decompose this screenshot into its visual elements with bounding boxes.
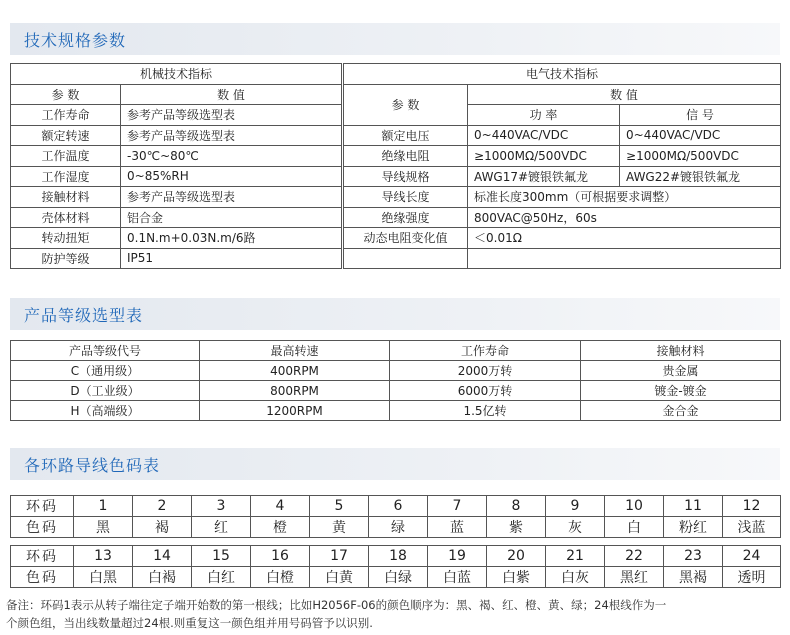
color-label: 色码 <box>11 567 74 588</box>
signal-header: 信 号 <box>620 105 781 126</box>
wire-color: 白橙 <box>251 567 310 588</box>
ring-number: 20 <box>487 546 546 567</box>
ring-number: 3 <box>192 496 251 517</box>
table-row <box>11 166 781 187</box>
mech-label: 防护等级 <box>11 248 121 269</box>
wire-color: 粉红 <box>664 517 723 538</box>
wire-color: 灰 <box>546 517 605 538</box>
mech-value: 参考产品等级选型表 <box>121 105 343 126</box>
elec-signal-value: ≥1000MΩ/500VDC <box>620 146 781 167</box>
ring-number: 23 <box>664 546 723 567</box>
elec-label: 绝缘强度 <box>343 207 468 228</box>
wire-color: 白 <box>605 517 664 538</box>
elec-label: 导线规格 <box>343 166 468 187</box>
mech-label: 转动扭矩 <box>11 228 121 249</box>
grade-header: 最高转速 <box>200 341 390 361</box>
elec-power-value: AWG17#镀银铁氟龙 <box>468 166 620 187</box>
wire-color: 黑红 <box>605 567 664 588</box>
wire-color: 黄 <box>310 517 369 538</box>
elec-value: 标准长度300mm（可根据要求调整） <box>468 187 781 208</box>
grade-cell: 镀金-镀金 <box>581 381 781 401</box>
wire-color: 透明 <box>723 567 781 588</box>
table-row <box>11 207 781 228</box>
table-row <box>11 361 781 381</box>
color-section-header <box>10 448 780 480</box>
elec-value-header: 数 值 <box>468 84 781 105</box>
grade-cell: C（通用级） <box>11 361 200 381</box>
wire-color: 白灰 <box>546 567 605 588</box>
ring-number: 2 <box>133 496 192 517</box>
elec-param-header: 参 数 <box>343 84 468 125</box>
ring-number: 11 <box>664 496 723 517</box>
elec-signal-value: 0~440VAC/VDC <box>620 125 781 146</box>
table-row <box>11 401 781 421</box>
elec-signal-value: AWG22#镀银铁氟龙 <box>620 166 781 187</box>
ring-number: 17 <box>310 546 369 567</box>
power-header: 功 率 <box>468 105 620 126</box>
grade-header: 产品等级代号 <box>11 341 200 361</box>
mech-value: 参考产品等级选型表 <box>121 187 343 208</box>
grade-cell: 400RPM <box>200 361 390 381</box>
spec-section-header <box>10 23 780 55</box>
mech-value: 0~85%RH <box>121 166 343 187</box>
table-row <box>11 228 781 249</box>
grade-section-header <box>10 298 780 330</box>
elec-label: 额定电压 <box>343 125 468 146</box>
wire-color: 白红 <box>192 567 251 588</box>
grade-header: 工作寿命 <box>390 341 581 361</box>
table-row <box>11 496 781 517</box>
wire-color: 白褐 <box>133 567 192 588</box>
wire-color: 黑褐 <box>664 567 723 588</box>
ring-number: 9 <box>546 496 605 517</box>
elec-label: 动态电阻变化值 <box>343 228 468 249</box>
grade-cell: D（工业级） <box>11 381 200 401</box>
wire-color: 白紫 <box>487 567 546 588</box>
table-row <box>11 341 781 361</box>
table-row <box>11 187 781 208</box>
wire-color: 蓝 <box>428 517 487 538</box>
wire-color: 白蓝 <box>428 567 487 588</box>
footnote-line: 备注：环码1表示从转子端往定子端开始数的第一根线；比如H2056F-06的颜色顺序为：黑、褐、红、橙、黄、绿；24根线作为一 <box>6 598 667 612</box>
table-row <box>11 546 781 567</box>
elec-label: 导线长度 <box>343 187 468 208</box>
ring-number: 4 <box>251 496 310 517</box>
elec-value: 800VAC@50Hz，60s <box>468 207 781 228</box>
table-row <box>11 146 781 167</box>
grade-section-title: 产品等级选型表 <box>24 306 144 325</box>
table-row <box>11 125 781 146</box>
wire-color: 白黄 <box>310 567 369 588</box>
color-section-title: 各环路导线色码表 <box>24 456 161 475</box>
table-row <box>11 84 781 105</box>
elec-power-value: ≥1000MΩ/500VDC <box>468 146 620 167</box>
grade-cell: 1200RPM <box>200 401 390 421</box>
mech-label: 接触材料 <box>11 187 121 208</box>
ring-number: 13 <box>74 546 133 567</box>
mech-value: 参考产品等级选型表 <box>121 125 343 146</box>
wire-color: 浅蓝 <box>723 517 781 538</box>
mech-value: -30℃~80℃ <box>121 146 343 167</box>
elec-label: 绝缘电阻 <box>343 146 468 167</box>
grade-cell: 1.5亿转 <box>390 401 581 421</box>
empty-cell <box>468 248 781 269</box>
table-row <box>11 64 781 85</box>
elec-power-value: 0~440VAC/VDC <box>468 125 620 146</box>
wire-color: 橙 <box>251 517 310 538</box>
table-row <box>11 517 781 538</box>
elec-value: ＜0.01Ω <box>468 228 781 249</box>
grade-cell: 2000万转 <box>390 361 581 381</box>
ring-number: 12 <box>723 496 781 517</box>
elec-title: 电气技术指标 <box>343 64 781 85</box>
wire-color: 绿 <box>369 517 428 538</box>
wire-color: 白黑 <box>74 567 133 588</box>
ring-number: 5 <box>310 496 369 517</box>
ring-number: 15 <box>192 546 251 567</box>
grade-cell: 6000万转 <box>390 381 581 401</box>
ring-number: 18 <box>369 546 428 567</box>
mech-value: 铝合金 <box>121 207 343 228</box>
ring-number: 8 <box>487 496 546 517</box>
ring-number: 22 <box>605 546 664 567</box>
grade-cell: H（高端级） <box>11 401 200 421</box>
ring-number: 14 <box>133 546 192 567</box>
table-row <box>11 381 781 401</box>
mech-value: IP51 <box>121 248 343 269</box>
footnote-line: 个颜色组，当出线数量超过24根.则重复这一颜色组并用号码管予以识别. <box>6 616 373 630</box>
grade-table <box>10 340 781 421</box>
wire-color: 褐 <box>133 517 192 538</box>
ring-number: 16 <box>251 546 310 567</box>
color-label: 色码 <box>11 517 74 538</box>
ring-number: 24 <box>723 546 781 567</box>
empty-cell <box>343 248 468 269</box>
spec-table <box>10 63 781 269</box>
wire-color: 红 <box>192 517 251 538</box>
mech-value: 0.1N.m+0.03N.m/6路 <box>121 228 343 249</box>
grade-cell: 贵金属 <box>581 361 781 381</box>
color-table-group1 <box>10 495 781 538</box>
mech-label: 工作湿度 <box>11 166 121 187</box>
wire-color: 白绿 <box>369 567 428 588</box>
mech-label: 壳体材料 <box>11 207 121 228</box>
mech-value-header: 数 值 <box>121 84 343 105</box>
grade-header: 接触材料 <box>581 341 781 361</box>
wire-color: 黑 <box>74 517 133 538</box>
color-table-group2 <box>10 545 781 588</box>
mech-title: 机械技术指标 <box>11 64 343 85</box>
mech-param-header: 参 数 <box>11 84 121 105</box>
ring-number: 19 <box>428 546 487 567</box>
ring-number: 6 <box>369 496 428 517</box>
ring-number: 7 <box>428 496 487 517</box>
mech-label: 额定转速 <box>11 125 121 146</box>
spec-section-title: 技术规格参数 <box>24 31 127 50</box>
table-row <box>11 567 781 588</box>
mech-label: 工作温度 <box>11 146 121 167</box>
ring-number: 1 <box>74 496 133 517</box>
table-row <box>11 248 781 269</box>
ring-label: 环码 <box>11 546 74 567</box>
ring-number: 10 <box>605 496 664 517</box>
grade-cell: 800RPM <box>200 381 390 401</box>
ring-label: 环码 <box>11 496 74 517</box>
ring-number: 21 <box>546 546 605 567</box>
footnote <box>6 596 786 632</box>
wire-color: 紫 <box>487 517 546 538</box>
mech-label: 工作寿命 <box>11 105 121 126</box>
grade-cell: 金合金 <box>581 401 781 421</box>
